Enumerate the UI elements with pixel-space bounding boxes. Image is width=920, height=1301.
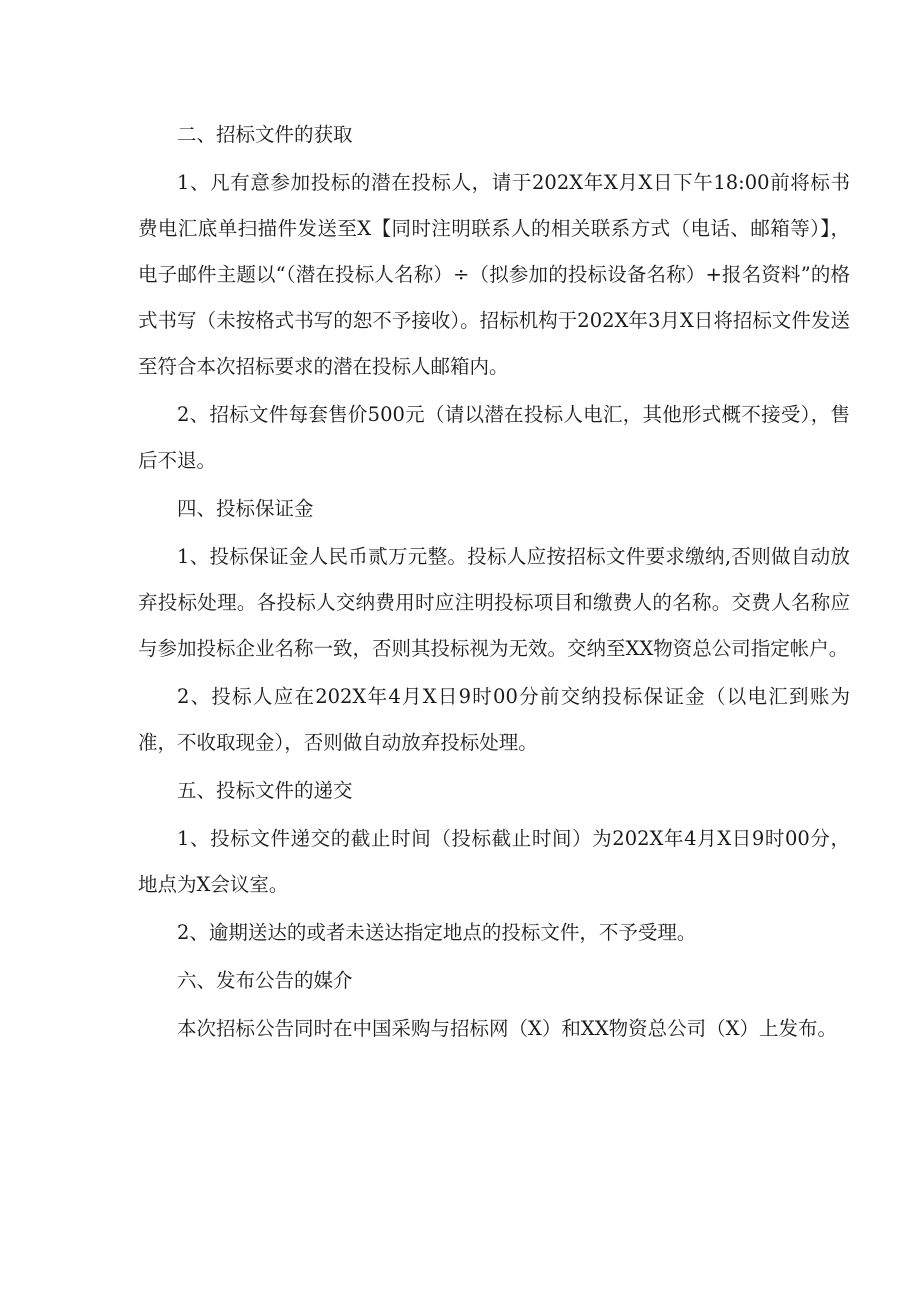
section-heading-bid-bond: 四、投标保证金 [177, 497, 314, 520]
document-body [138, 112, 850, 1054]
section-heading-tender-docs: 二、招标文件的获取 [177, 123, 353, 146]
paragraph-bid-bond-1: 1、投标保证金人民币贰万元整。投标人应按招标文件要求缴纳,否则做自动放弃投标处理。各投标人交纳费用时应注明投标项目和缴费人的名称。交费人名称应与参加投标企业名称一致，否则其投标视为无效。交纳至XX物资总公司指定帐户。 [138, 545, 850, 660]
paragraph-bid-bond-2: 2、投标人应在202X年4月X日9时00分前交纳投标保证金（以电汇到账为准，不收取现金），否则做自动放弃投标处理。 [138, 685, 850, 754]
section-heading-media: 六、发布公告的媒介 [177, 969, 353, 992]
paragraph-submission-2: 2、逾期送达的或者未送达指定地点的投标文件，不予受理。 [177, 921, 697, 944]
paragraph-tender-docs-1: 1、凡有意参加投标的潜在投标人，请于202X年X月X日下午18:00前将标书费电汇底单扫描件发送至X【同时注明联系人的相关联系方式（电话、邮箱等）】，电子邮件主题以“（潜在投标人名称）÷（拟参加的投标设备名称）+报名资料”的格式书写（未按格式书写的恕不予接收）。招标机构于202X年3月X日将招标文件发送至符合本次招标要求的潜在投标人邮箱内。 [138, 171, 850, 378]
section-heading-submission: 五、投标文件的递交 [177, 779, 353, 802]
paragraph-media-1: 本次招标公告同时在中国采购与招标网（X）和XX物资总公司（X）上发布。 [177, 1017, 838, 1040]
paragraph-submission-1: 1、投标文件递交的截止时间（投标截止时间）为202X年4月X日9时00分，地点为X会议室。 [138, 827, 850, 896]
paragraph-tender-docs-2: 2、招标文件每套售价500元（请以潜在投标人电汇，其他形式概不接受），售后不退。 [138, 403, 850, 472]
